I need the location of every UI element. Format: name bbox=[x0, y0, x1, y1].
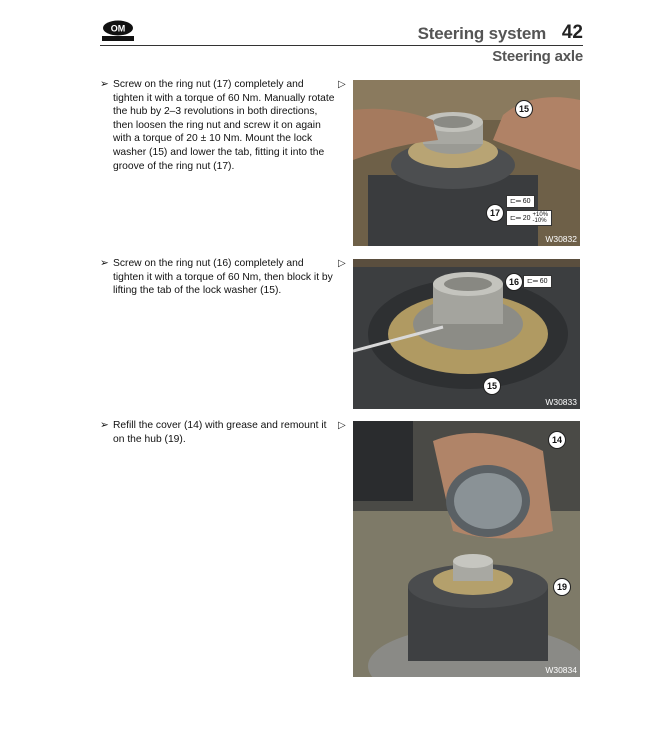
tolerance-plus: +10% bbox=[532, 212, 549, 218]
step-3 bbox=[100, 419, 335, 446]
torque-label-60: ⊏═ 60 bbox=[506, 195, 535, 208]
figure-code: W30834 bbox=[545, 665, 577, 675]
figure-pointer-icon: ▷ bbox=[338, 79, 346, 90]
step-2 bbox=[100, 257, 335, 298]
callout-19: 19 bbox=[553, 578, 571, 596]
step-1-text: Screw on the ring nut (17) completely and tighten it with a torque of 60 Nm. Manually rotate the hub by 2–3 revolutions in both directions, then loosen the ring nut and screw it on again with a torque of 20 ± 10 Nm. Mount the lock washer (15) and lower the tab, fitting it into the groove of the ring nut (17). bbox=[113, 79, 335, 172]
logo-text: OM bbox=[110, 23, 126, 34]
figure-pointer-icon: ▷ bbox=[338, 258, 346, 269]
page-number: 42 bbox=[561, 22, 583, 43]
callout-16: 16 bbox=[505, 273, 523, 291]
figure-pointer-icon: ▷ bbox=[338, 420, 346, 431]
callout-17: 17 bbox=[486, 204, 504, 222]
torque-label-60: ⊏═ 60 bbox=[523, 275, 552, 288]
figure-2-photo bbox=[353, 259, 580, 409]
callout-15: 15 bbox=[483, 377, 501, 395]
company-logo bbox=[100, 20, 136, 42]
figure-3-photo bbox=[353, 421, 580, 677]
torque-value: 20 bbox=[522, 214, 531, 222]
torque-label-20: ⊏═ 20 +10% -10% bbox=[506, 210, 552, 226]
tolerance-minus: -10% bbox=[532, 218, 547, 224]
figure-code: W30832 bbox=[545, 234, 577, 244]
step-1 bbox=[100, 78, 335, 173]
header-rule bbox=[100, 45, 583, 46]
figure-code: W30833 bbox=[545, 397, 577, 407]
bullet-arrow-icon: ➢ bbox=[100, 420, 109, 431]
page-subtitle: Steering axle bbox=[492, 48, 583, 65]
callout-14: 14 bbox=[548, 431, 566, 449]
bullet-arrow-icon: ➢ bbox=[100, 258, 109, 269]
torque-value: 60 bbox=[539, 278, 548, 285]
figure-1-photo bbox=[353, 80, 580, 246]
torque-value: 60 bbox=[522, 198, 531, 205]
step-3-text: Refill the cover (14) with grease and remount it on the hub (19). bbox=[113, 420, 327, 445]
bullet-arrow-icon: ➢ bbox=[100, 79, 109, 90]
callout-15: 15 bbox=[515, 100, 533, 118]
page-title: Steering system bbox=[417, 24, 546, 43]
step-2-text: Screw on the ring nut (16) completely and tighten it with a torque of 60 Nm, then block it by lifting the tab of the lock washer (15). bbox=[113, 258, 333, 297]
